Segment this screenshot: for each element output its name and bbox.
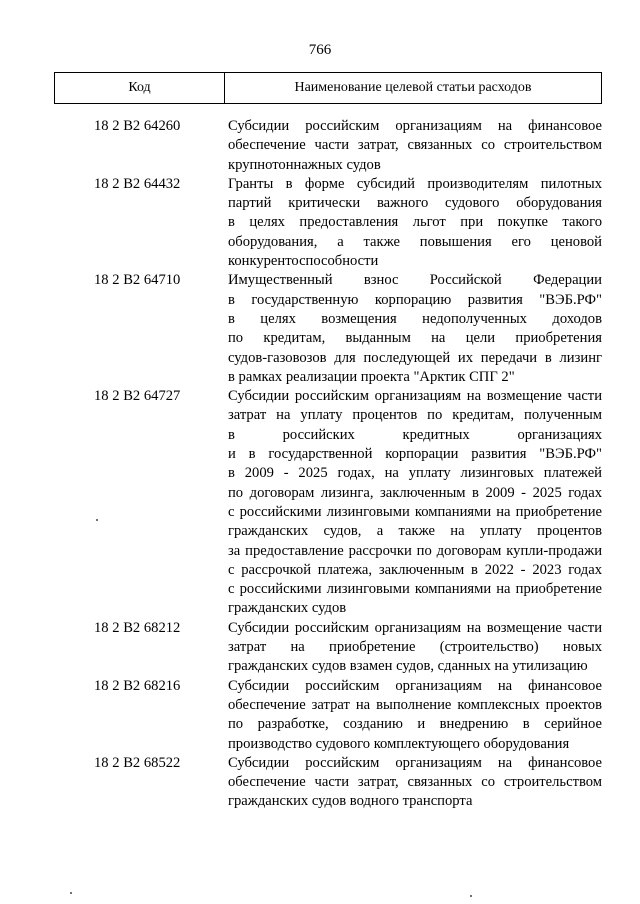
table-body <box>54 117 602 812</box>
description-line: по договорам лизинга, заключенным в 2009 - 2025 годах <box>228 484 602 501</box>
description-line: гражданских судов <box>228 600 347 617</box>
row-code: 18 2 В2 64710 <box>94 272 181 289</box>
description-line: в рамках реализации проекта "Арктик СПГ 2" <box>228 368 515 385</box>
table-row <box>54 117 602 175</box>
description-line: в целях возмещения недополученных доходов <box>228 310 602 327</box>
scan-speck <box>470 895 472 897</box>
description-line: производство судового комплектующего оборудования <box>228 735 570 752</box>
description-line: в российских кредитных организациях <box>228 426 602 443</box>
description-line: конкурентоспособности <box>228 253 379 270</box>
row-code: 18 2 В2 68212 <box>94 619 181 636</box>
table-header <box>54 72 602 104</box>
description-line: в 2009 - 2025 годах, на уплату лизинговых платежей <box>228 465 602 482</box>
table-row <box>54 619 602 677</box>
table-row <box>54 175 602 271</box>
description-line: по разработке, созданию и внедрению в серийное <box>228 716 602 733</box>
description-line: с рассрочкой платежа, заключенным в 2022 - 2023 годах <box>228 561 602 578</box>
header-name: Наименование целевой статьи расходов <box>294 80 532 95</box>
description-line: Гранты в форме субсидий производителям пилотных <box>228 175 602 192</box>
description-line: в государственную корпорацию развития "ВЭБ.РФ" <box>228 291 602 308</box>
description-line: и в государственной корпорации развития "ВЭБ.РФ" <box>228 446 602 463</box>
row-code: 18 2 В2 64432 <box>94 175 181 192</box>
scan-speck <box>96 519 98 521</box>
description-line: Субсидии российским организациям на возмещение части <box>228 388 602 405</box>
row-description <box>228 619 602 677</box>
description-line: с российскими лизинговыми компаниями на приобретение <box>228 503 602 520</box>
row-description <box>228 677 602 754</box>
table-row <box>54 387 602 619</box>
description-line: партий критически важного судового оборудования <box>228 195 602 212</box>
table-row <box>54 271 602 387</box>
description-line: по кредитам, выданным на цели приобретения <box>228 330 602 347</box>
scan-speck <box>70 892 72 894</box>
row-code: 18 2 В2 68522 <box>94 754 181 771</box>
row-code: 18 2 В2 68216 <box>94 677 181 694</box>
description-line: Субсидии российским организациям на финансовое <box>228 754 602 771</box>
description-line: обеспечение части затрат, связанных со строительством <box>228 774 602 791</box>
header-code: Код <box>55 73 225 103</box>
row-description <box>228 754 602 812</box>
description-line: в целях предоставления льгот при покупке такого <box>228 214 602 231</box>
description-line: Субсидии российским организациям на финансовое <box>228 118 602 134</box>
description-line: гражданских судов, а также на уплату процентов <box>228 523 602 540</box>
description-line: Субсидии российским организациям на финансовое <box>228 677 602 694</box>
row-code: 18 2 В2 64727 <box>94 388 181 405</box>
row-code: 18 2 В2 64260 <box>94 118 181 134</box>
description-line: с российскими лизинговыми компаниями на приобретение <box>228 581 602 598</box>
page-number: 766 <box>308 42 332 58</box>
table-row <box>54 677 602 754</box>
description-line: затрат на приобретение (строительство) новых <box>228 639 602 656</box>
description-line: гражданских судов взамен судов, сданных на утилизацию <box>228 658 588 675</box>
description-line: Имущественный взнос Российской Федерации <box>228 272 602 289</box>
row-description <box>228 271 602 387</box>
description-line: Субсидии российским организациям на возмещение части <box>228 619 602 636</box>
description-line: оборудования, а также повышения его ценовой <box>228 233 602 250</box>
description-line: за предоставление рассрочки по договорам купли-продажи <box>228 542 602 559</box>
description-line: гражданских судов водного транспорта <box>228 793 473 810</box>
description-line: судов-газовозов для последующей их передачи в лизинг <box>228 349 602 366</box>
row-description <box>228 117 602 175</box>
description-line: крупнотоннажных судов <box>228 156 381 173</box>
row-description <box>228 387 602 619</box>
description-line: затрат на уплату процентов по кредитам, полученным <box>228 407 602 424</box>
table-row <box>54 754 602 812</box>
row-description <box>228 175 602 271</box>
description-line: обеспечение части затрат, связанных со строительством <box>228 137 602 154</box>
description-line: обеспечение затрат на выполнение комплексных проектов <box>228 696 602 713</box>
